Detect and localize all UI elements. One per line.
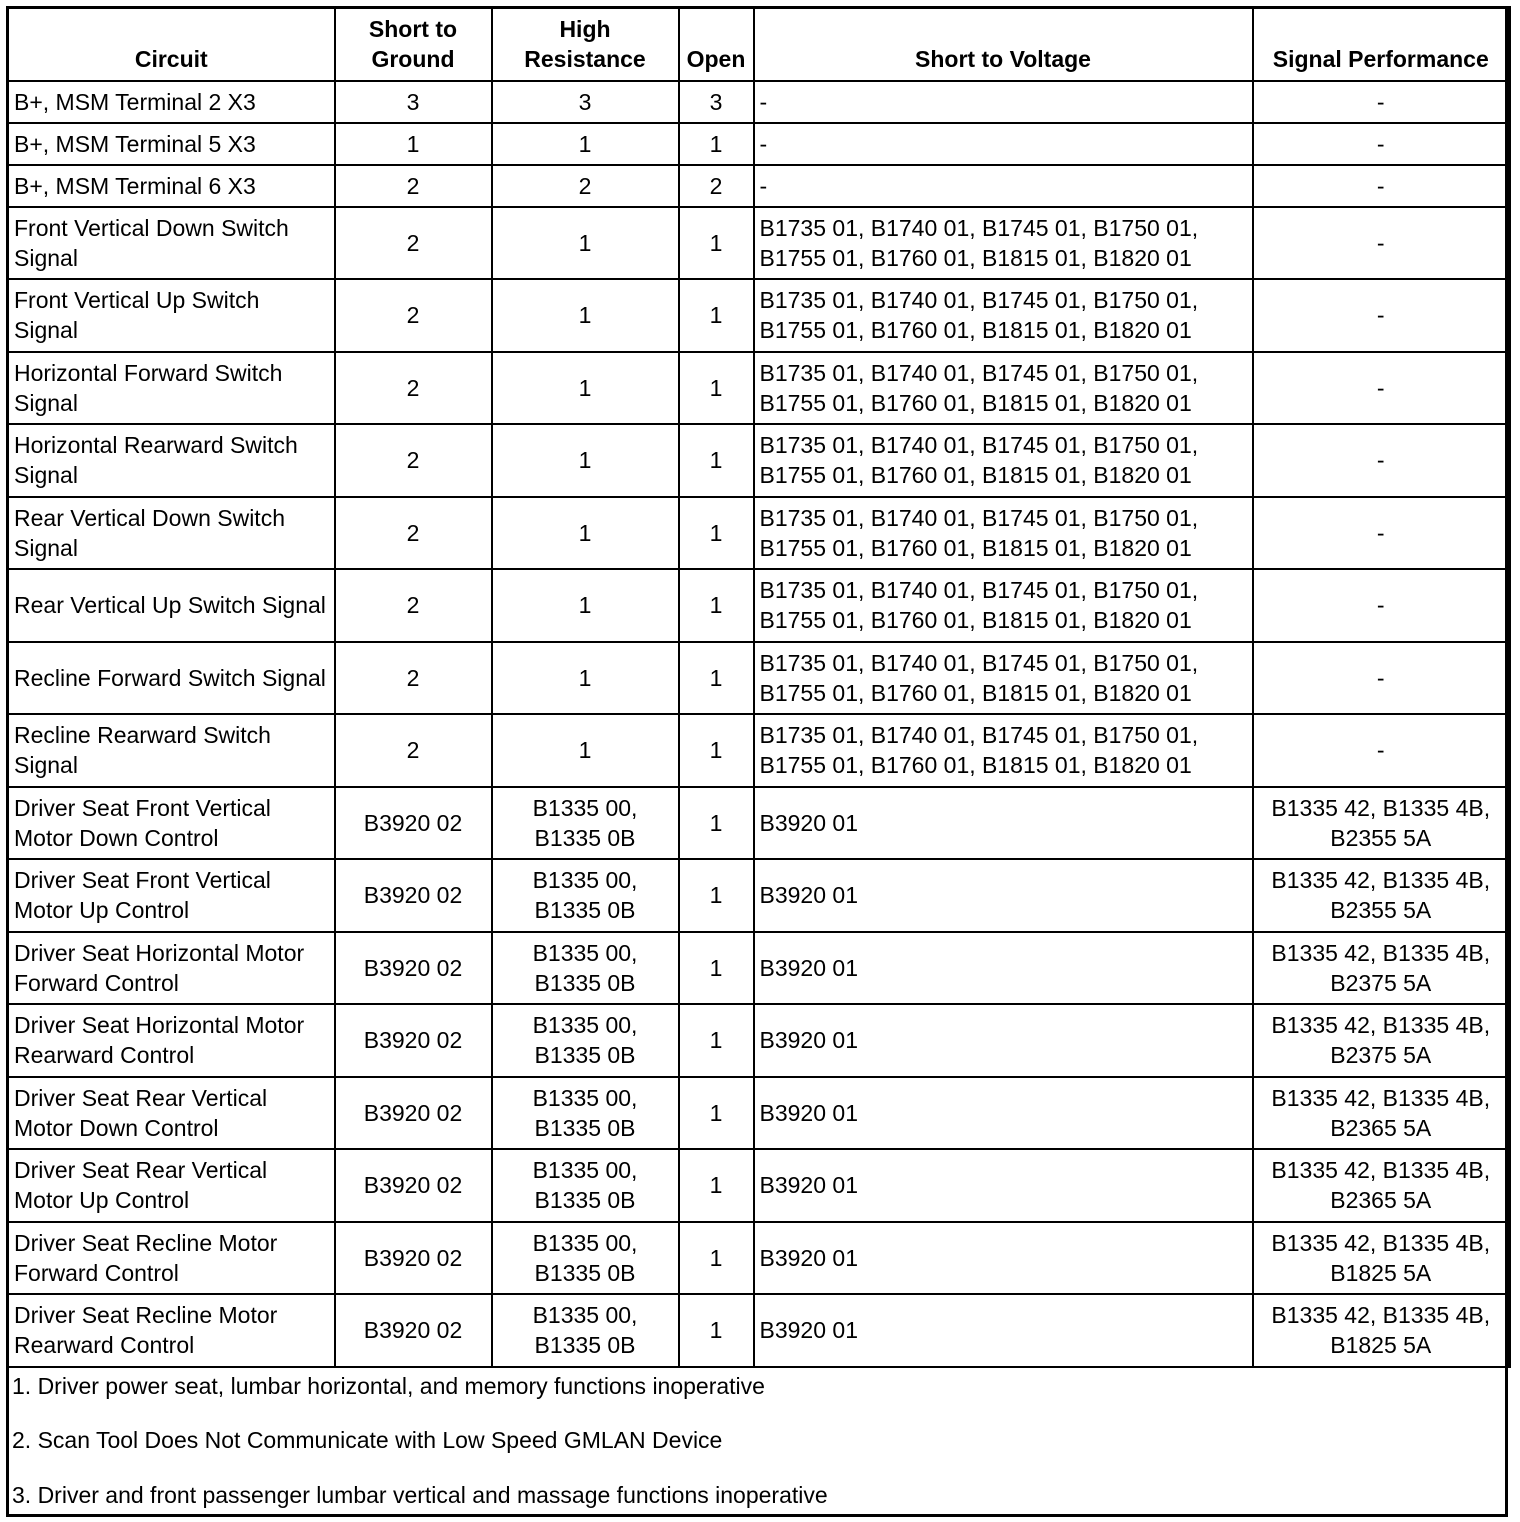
cell-short-to-voltage: - [754,165,1253,207]
table-row [8,1294,1510,1367]
cell-circuit: Front Vertical Down Switch Signal [8,207,335,280]
cell-open: 1 [679,1004,754,1077]
cell-high-resistance: 1 [492,424,679,497]
table-row [8,123,1510,165]
cell-high-resistance: B1335 00, B1335 0B [492,787,679,860]
cell-short-to-ground: 3 [335,81,492,123]
table-row [8,424,1510,497]
cell-circuit: Front Vertical Up Switch Signal [8,279,335,352]
cell-high-resistance: B1335 00, B1335 0B [492,1004,679,1077]
cell-circuit: Recline Forward Switch Signal [8,642,335,715]
cell-signal-performance: B1335 42, B1335 4B, B2355 5A [1253,787,1510,860]
cell-open: 1 [679,569,754,642]
cell-circuit: Driver Seat Front Vertical Motor Down Control [8,787,335,860]
table-row [8,165,1510,207]
table-row [8,81,1510,123]
cell-short-to-ground: B3920 02 [335,1222,492,1295]
cell-open: 1 [679,1222,754,1295]
cell-high-resistance: 1 [492,279,679,352]
cell-signal-performance: - [1253,352,1510,425]
cell-signal-performance: - [1253,497,1510,570]
table-row [8,352,1510,425]
cell-circuit: Driver Seat Rear Vertical Motor Down Control [8,1077,335,1150]
header-high-resistance: High Resistance [492,8,679,81]
cell-high-resistance: 1 [492,352,679,425]
cell-short-to-voltage: B3920 01 [754,1077,1253,1150]
cell-short-to-ground: 2 [335,424,492,497]
cell-circuit: Driver Seat Horizontal Motor Forward Control [8,932,335,1005]
cell-open: 2 [679,165,754,207]
table-row [8,714,1510,787]
cell-high-resistance: 1 [492,497,679,570]
table-row [8,1222,1510,1295]
cell-high-resistance: 3 [492,81,679,123]
cell-short-to-voltage: B1735 01, B1740 01, B1745 01, B1750 01, B1755 01, B1760 01, B1815 01, B1820 01 [754,569,1253,642]
cell-circuit: Horizontal Forward Switch Signal [8,352,335,425]
cell-circuit: Driver Seat Horizontal Motor Rearward Control [8,1004,335,1077]
cell-high-resistance: B1335 00, B1335 0B [492,1077,679,1150]
header-signal-performance: Signal Performance [1253,8,1510,81]
cell-short-to-voltage: B1735 01, B1740 01, B1745 01, B1750 01, B1755 01, B1760 01, B1815 01, B1820 01 [754,424,1253,497]
header-short-to-ground: Short to Ground [335,8,492,81]
cell-signal-performance: - [1253,642,1510,715]
cell-short-to-voltage: B1735 01, B1740 01, B1745 01, B1750 01, B1755 01, B1760 01, B1815 01, B1820 01 [754,642,1253,715]
cell-short-to-ground: 2 [335,279,492,352]
cell-short-to-voltage: B1735 01, B1740 01, B1745 01, B1750 01, B1755 01, B1760 01, B1815 01, B1820 01 [754,497,1253,570]
cell-open: 1 [679,642,754,715]
cell-short-to-voltage: B3920 01 [754,859,1253,932]
cell-circuit: B+, MSM Terminal 2 X3 [8,81,335,123]
cell-short-to-ground: B3920 02 [335,1077,492,1150]
table-row [8,569,1510,642]
cell-signal-performance: - [1253,569,1510,642]
cell-short-to-voltage: B3920 01 [754,1294,1253,1367]
cell-signal-performance: B1335 42, B1335 4B, B2365 5A [1253,1077,1510,1150]
header-row [8,8,1510,81]
cell-signal-performance: - [1253,424,1510,497]
cell-signal-performance: B1335 42, B1335 4B, B2375 5A [1253,1004,1510,1077]
table-row [8,497,1510,570]
cell-open: 1 [679,787,754,860]
cell-circuit: Driver Seat Rear Vertical Motor Up Control [8,1149,335,1222]
cell-signal-performance: - [1253,123,1510,165]
table-row [8,859,1510,932]
table-row [8,207,1510,280]
cell-circuit: Horizontal Rearward Switch Signal [8,424,335,497]
cell-high-resistance: 1 [492,123,679,165]
cell-short-to-ground: 2 [335,642,492,715]
cell-short-to-voltage: - [754,81,1253,123]
cell-short-to-ground: 2 [335,497,492,570]
cell-short-to-voltage: - [754,123,1253,165]
cell-short-to-ground: 1 [335,123,492,165]
footnote-3: 3. Driver and front passenger lumbar vertical and massage functions inoperative [12,1482,828,1508]
cell-open: 1 [679,714,754,787]
cell-short-to-voltage: B3920 01 [754,932,1253,1005]
cell-signal-performance: B1335 42, B1335 4B, B2355 5A [1253,859,1510,932]
cell-short-to-voltage: B1735 01, B1740 01, B1745 01, B1750 01, B1755 01, B1760 01, B1815 01, B1820 01 [754,714,1253,787]
cell-short-to-ground: 2 [335,165,492,207]
header-open: Open [679,8,754,81]
cell-circuit: Recline Rearward Switch Signal [8,714,335,787]
cell-signal-performance: B1335 42, B1335 4B, B2365 5A [1253,1149,1510,1222]
cell-signal-performance: B1335 42, B1335 4B, B1825 5A [1253,1294,1510,1367]
cell-short-to-voltage: B1735 01, B1740 01, B1745 01, B1750 01, B1755 01, B1760 01, B1815 01, B1820 01 [754,279,1253,352]
table-row [8,1077,1510,1150]
cell-short-to-ground: B3920 02 [335,1004,492,1077]
cell-high-resistance: 1 [492,714,679,787]
cell-open: 1 [679,1149,754,1222]
cell-circuit: Rear Vertical Down Switch Signal [8,497,335,570]
cell-open: 1 [679,859,754,932]
cell-signal-performance: - [1253,207,1510,280]
cell-open: 3 [679,81,754,123]
cell-short-to-ground: 2 [335,352,492,425]
footnote-2: 2. Scan Tool Does Not Communicate with Low Speed GMLAN Device [12,1427,723,1453]
cell-signal-performance: B1335 42, B1335 4B, B2375 5A [1253,932,1510,1005]
table-row [8,279,1510,352]
cell-signal-performance: B1335 42, B1335 4B, B1825 5A [1253,1222,1510,1295]
cell-circuit: B+, MSM Terminal 6 X3 [8,165,335,207]
cell-short-to-voltage: B1735 01, B1740 01, B1745 01, B1750 01, B1755 01, B1760 01, B1815 01, B1820 01 [754,207,1253,280]
cell-open: 1 [679,279,754,352]
cell-short-to-ground: B3920 02 [335,787,492,860]
table-row [8,932,1510,1005]
cell-short-to-ground: B3920 02 [335,932,492,1005]
footnote-1: 1. Driver power seat, lumbar horizontal, and memory functions inoperative [12,1373,765,1399]
cell-signal-performance: - [1253,165,1510,207]
cell-signal-performance: - [1253,279,1510,352]
cell-high-resistance: B1335 00, B1335 0B [492,1222,679,1295]
cell-circuit: B+, MSM Terminal 5 X3 [8,123,335,165]
cell-open: 1 [679,207,754,280]
cell-short-to-ground: 2 [335,569,492,642]
cell-high-resistance: 1 [492,569,679,642]
cell-high-resistance: B1335 00, B1335 0B [492,1294,679,1367]
cell-open: 1 [679,497,754,570]
cell-short-to-ground: 2 [335,207,492,280]
cell-open: 1 [679,424,754,497]
cell-high-resistance: 2 [492,165,679,207]
cell-signal-performance: - [1253,81,1510,123]
cell-circuit: Driver Seat Recline Motor Forward Control [8,1222,335,1295]
table-row [8,1149,1510,1222]
header-short-to-voltage: Short to Voltage [754,8,1253,81]
cell-short-to-ground: B3920 02 [335,1294,492,1367]
cell-high-resistance: B1335 00, B1335 0B [492,932,679,1005]
cell-high-resistance: 1 [492,642,679,715]
cell-high-resistance: 1 [492,207,679,280]
circuit-fault-table [6,6,1511,1368]
cell-open: 1 [679,932,754,1005]
cell-circuit: Rear Vertical Up Switch Signal [8,569,335,642]
cell-high-resistance: B1335 00, B1335 0B [492,859,679,932]
cell-short-to-voltage: B3920 01 [754,1004,1253,1077]
cell-short-to-voltage: B1735 01, B1740 01, B1745 01, B1750 01, B1755 01, B1760 01, B1815 01, B1820 01 [754,352,1253,425]
table-row [8,1004,1510,1077]
cell-short-to-ground: B3920 02 [335,1149,492,1222]
header-circuit: Circuit [8,8,335,81]
cell-high-resistance: B1335 00, B1335 0B [492,1149,679,1222]
cell-short-to-voltage: B3920 01 [754,787,1253,860]
cell-open: 1 [679,123,754,165]
cell-short-to-ground: 2 [335,714,492,787]
table-row [8,787,1510,860]
cell-circuit: Driver Seat Recline Motor Rearward Control [8,1294,335,1367]
cell-open: 1 [679,352,754,425]
cell-open: 1 [679,1294,754,1367]
cell-short-to-ground: B3920 02 [335,859,492,932]
table-row [8,642,1510,715]
cell-signal-performance: - [1253,714,1510,787]
cell-short-to-voltage: B3920 01 [754,1222,1253,1295]
cell-short-to-voltage: B3920 01 [754,1149,1253,1222]
cell-circuit: Driver Seat Front Vertical Motor Up Control [8,859,335,932]
cell-open: 1 [679,1077,754,1150]
